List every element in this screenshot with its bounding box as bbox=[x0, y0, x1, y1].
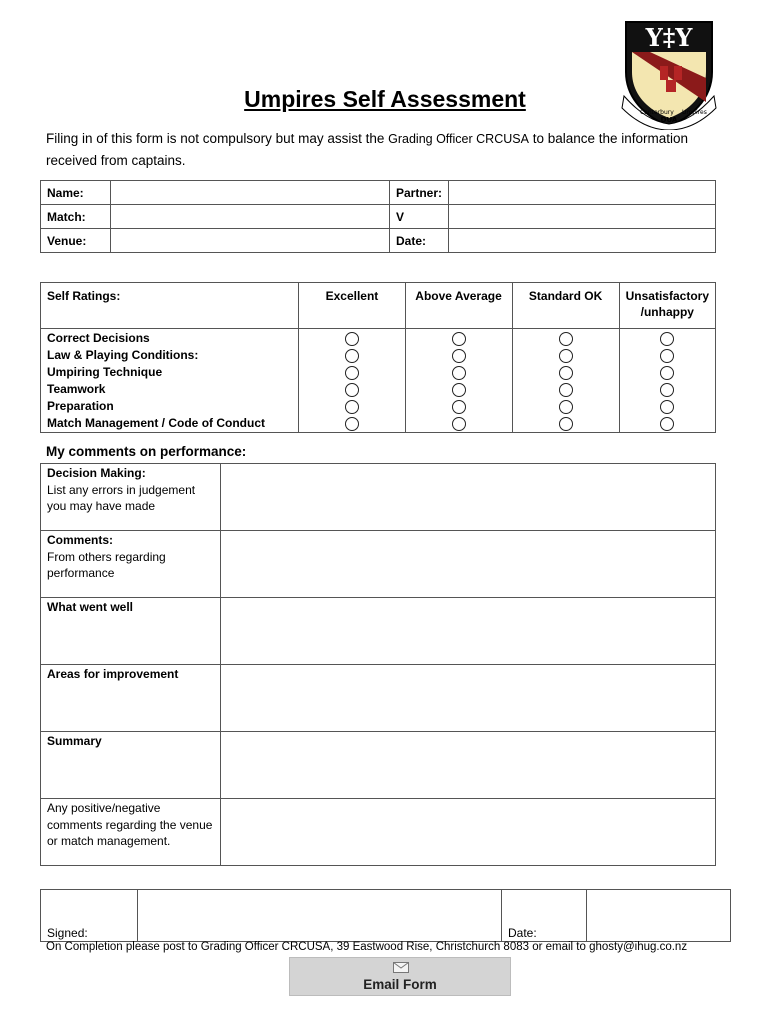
partner-field[interactable] bbox=[449, 181, 716, 205]
email-form-button[interactable] bbox=[289, 957, 511, 996]
comment-title: Comments: bbox=[47, 533, 114, 547]
comments-heading: My comments on performance: bbox=[46, 444, 247, 459]
rating-item-teamwork: Teamwork bbox=[47, 382, 106, 396]
crest-banner-left: Canterbury bbox=[640, 109, 674, 116]
radio-unsatisfactory-6[interactable] bbox=[660, 417, 674, 431]
comments-table bbox=[40, 463, 716, 866]
radio-excellent-5[interactable] bbox=[345, 400, 359, 414]
col-excellent: Excellent bbox=[299, 283, 405, 329]
rating-item-correct-decisions: Correct Decisions bbox=[47, 331, 150, 345]
comment-title: Decision Making: bbox=[47, 466, 146, 480]
signed-label: Signed: bbox=[41, 890, 138, 942]
radio-standard-ok-4[interactable] bbox=[559, 383, 573, 397]
comment-field-comments[interactable] bbox=[221, 531, 716, 598]
standard-ok-radios bbox=[512, 329, 619, 433]
radio-standard-ok-3[interactable] bbox=[559, 366, 573, 380]
venue-field[interactable] bbox=[111, 229, 390, 253]
name-field[interactable] bbox=[111, 181, 390, 205]
rating-item-match-management: Match Management / Code of Conduct bbox=[47, 416, 266, 430]
radio-unsatisfactory-3[interactable] bbox=[660, 366, 674, 380]
unsatisfactory-radios bbox=[619, 329, 715, 433]
comment-desc: Any positive/negative comments regarding the venue or match management. bbox=[47, 801, 213, 848]
radio-standard-ok-6[interactable] bbox=[559, 417, 573, 431]
radio-excellent-2[interactable] bbox=[345, 349, 359, 363]
comment-label-went-well bbox=[41, 598, 221, 665]
name-label: Name: bbox=[41, 181, 111, 205]
signature-table bbox=[40, 889, 731, 942]
comment-title: Summary bbox=[47, 734, 102, 748]
rating-item-law: Law & Playing Conditions: bbox=[47, 348, 199, 362]
radio-unsatisfactory-4[interactable] bbox=[660, 383, 674, 397]
crest-logo bbox=[620, 18, 718, 130]
radio-standard-ok-5[interactable] bbox=[559, 400, 573, 414]
radio-standard-ok-2[interactable] bbox=[559, 349, 573, 363]
sign-date-label: Date: bbox=[502, 890, 587, 942]
radio-excellent-1[interactable] bbox=[345, 332, 359, 346]
partner-label: Partner: bbox=[390, 181, 449, 205]
comment-field-venue[interactable] bbox=[221, 799, 716, 866]
col-standard-ok: Standard OK bbox=[512, 283, 619, 329]
radio-above-average-4[interactable] bbox=[452, 383, 466, 397]
radio-above-average-5[interactable] bbox=[452, 400, 466, 414]
intro-part1: Filing in of this form is not compulsory but may assist the bbox=[46, 131, 389, 146]
self-ratings-header: Self Ratings: bbox=[41, 283, 299, 329]
match-field[interactable] bbox=[111, 205, 390, 229]
excellent-radios bbox=[299, 329, 405, 433]
intro-grading-officer: Grading Officer CRCUSA bbox=[388, 132, 529, 146]
radio-above-average-1[interactable] bbox=[452, 332, 466, 346]
comment-desc: List any errors in judgement you may have made bbox=[47, 482, 196, 513]
comment-label-decision bbox=[41, 464, 221, 531]
comment-field-went-well[interactable] bbox=[221, 598, 716, 665]
sign-date-field[interactable] bbox=[587, 890, 731, 942]
crest-banner-right: Umpires bbox=[682, 109, 707, 116]
comment-title: Areas for improvement bbox=[47, 667, 179, 681]
email-form-label: Email Form bbox=[363, 977, 437, 992]
comment-field-summary[interactable] bbox=[221, 732, 716, 799]
date-label: Date: bbox=[390, 229, 449, 253]
v-label: V bbox=[390, 205, 449, 229]
info-table bbox=[40, 180, 716, 253]
radio-above-average-3[interactable] bbox=[452, 366, 466, 380]
intro-text bbox=[46, 128, 736, 171]
opponent-field[interactable] bbox=[449, 205, 716, 229]
radio-unsatisfactory-5[interactable] bbox=[660, 400, 674, 414]
rating-item-preparation: Preparation bbox=[47, 399, 114, 413]
envelope-icon bbox=[393, 962, 409, 973]
above-average-radios bbox=[405, 329, 512, 433]
rating-items bbox=[41, 329, 299, 433]
comment-field-improvement[interactable] bbox=[221, 665, 716, 732]
radio-excellent-6[interactable] bbox=[345, 417, 359, 431]
signature-field[interactable] bbox=[138, 890, 502, 942]
comment-label-summary bbox=[41, 732, 221, 799]
intro-part3: to balance the information received from captains. bbox=[46, 131, 689, 168]
radio-excellent-4[interactable] bbox=[345, 383, 359, 397]
comment-desc: From others regarding performance bbox=[47, 549, 166, 580]
radio-above-average-6[interactable] bbox=[452, 417, 466, 431]
date-field[interactable] bbox=[449, 229, 716, 253]
match-label: Match: bbox=[41, 205, 111, 229]
venue-label: Venue: bbox=[41, 229, 111, 253]
radio-unsatisfactory-2[interactable] bbox=[660, 349, 674, 363]
col-above-average: Above Average bbox=[405, 283, 512, 329]
comment-label-improvement bbox=[41, 665, 221, 732]
comment-label-comments bbox=[41, 531, 221, 598]
comment-label-venue bbox=[41, 799, 221, 866]
radio-unsatisfactory-1[interactable] bbox=[660, 332, 674, 346]
radio-standard-ok-1[interactable] bbox=[559, 332, 573, 346]
ratings-table bbox=[40, 282, 716, 433]
footer-note: On Completion please post to Grading Officer CRCUSA, 39 Eastwood Rise, Christchurch 8083 or email to ghosty@ihug.co.nz bbox=[46, 941, 688, 953]
svg-text:Y‡Y: Y‡Y bbox=[645, 23, 693, 52]
col-unsatisfactory: Unsatisfactory /unhappy bbox=[619, 283, 715, 329]
rating-item-technique: Umpiring Technique bbox=[47, 365, 163, 379]
page-title: Umpires Self Assessment bbox=[244, 86, 526, 112]
crest-motto: DUA bbox=[660, 116, 678, 124]
radio-excellent-3[interactable] bbox=[345, 366, 359, 380]
radio-above-average-2[interactable] bbox=[452, 349, 466, 363]
comment-title: What went well bbox=[47, 600, 134, 614]
comment-field-decision[interactable] bbox=[221, 464, 716, 531]
